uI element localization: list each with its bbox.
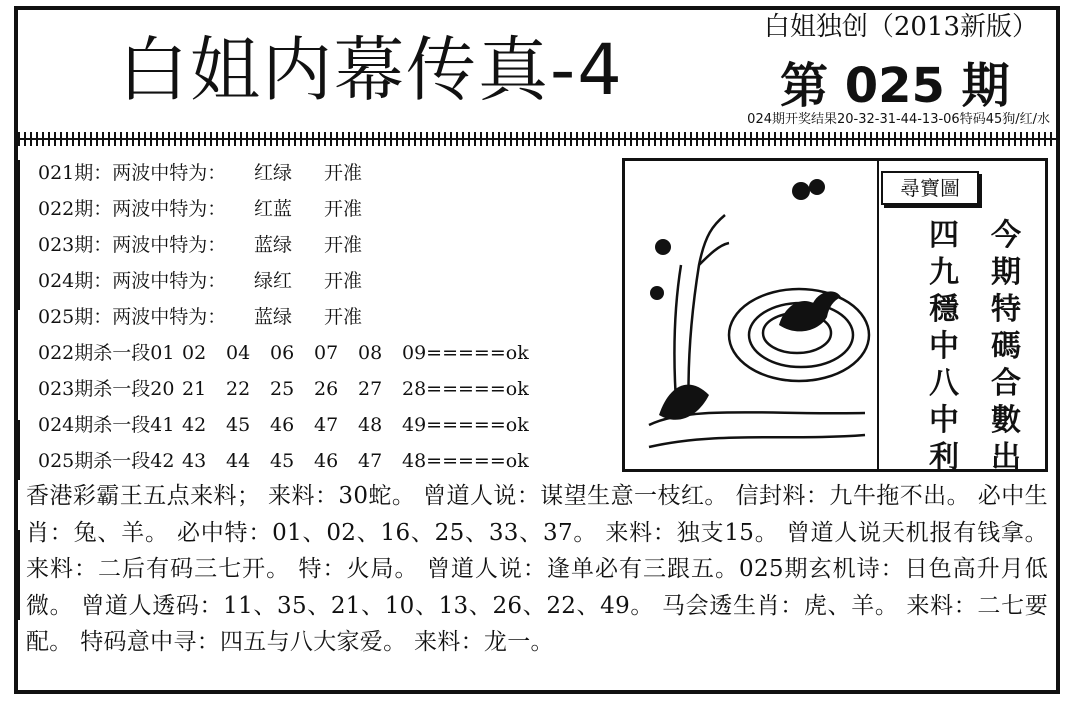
prediction-list bbox=[38, 155, 598, 479]
page-title: 白姐内幕传真-4 bbox=[118, 29, 624, 111]
wave-row: 024期：两波中特为： 绿红 开准 bbox=[38, 270, 363, 292]
panel-vertical-text-1: 今期特碼合數出 bbox=[991, 218, 1021, 475]
issue-number: 第 025 期 bbox=[780, 58, 1010, 114]
duck-pond-illustration bbox=[629, 165, 875, 469]
kill-row: 022期杀一段01 02 04 06 07 08 09=====ok bbox=[38, 342, 529, 364]
treasure-panel bbox=[622, 158, 1048, 475]
panel-divider bbox=[877, 161, 879, 469]
wave-row: 022期：两波中特为： 红蓝 开准 bbox=[38, 198, 363, 220]
edge-mark bbox=[14, 420, 20, 480]
treasure-map-badge: 尋寶圖 bbox=[881, 171, 979, 205]
panel-vertical-text-2: 四九穩中八中利 bbox=[929, 218, 959, 475]
kill-row: 023期杀一段20 21 22 25 26 27 28=====ok bbox=[38, 378, 529, 400]
wave-row: 023期：两波中特为： 蓝绿 开准 bbox=[38, 234, 363, 256]
edge-mark bbox=[14, 160, 20, 310]
last-result: 024期开奖结果20-32-31-44-13-06特码45狗/红/水 bbox=[747, 112, 1050, 127]
edge-mark bbox=[14, 530, 20, 620]
wave-row: 025期：两波中特为： 蓝绿 开准 bbox=[38, 306, 363, 328]
decorative-divider bbox=[18, 132, 1056, 146]
wave-row: 021期：两波中特为： 红绿 开准 bbox=[38, 162, 363, 184]
kill-row: 025期杀一段42 43 44 45 46 47 48=====ok bbox=[38, 450, 529, 472]
tips-paragraph: 香港彩霸王五点来料； 来料：30蛇。 曾道人说：谋望生意一枝红。 信封料：九牛拖不出。 必中生肖：兔、羊。 必中特：01、02、16、25、33、37。 来料：独支15。 曾道人说天机报有钱拿。 来料：二后有码三七开。 特：火局。 曾道人说：逢单必有三跟五。025期玄机诗：日色高升月低微。 曾道人透码：11、35、21、10、13、26、22、49。 马会透生肖：虎、羊。 来料：二七要配。 特码意中寻：四五与八大家爱。 来料：龙一。 bbox=[26, 483, 1048, 655]
edition-label: 白姐独创（2013新版） bbox=[763, 12, 1038, 42]
kill-row: 024期杀一段41 42 45 46 47 48 49=====ok bbox=[38, 414, 529, 436]
